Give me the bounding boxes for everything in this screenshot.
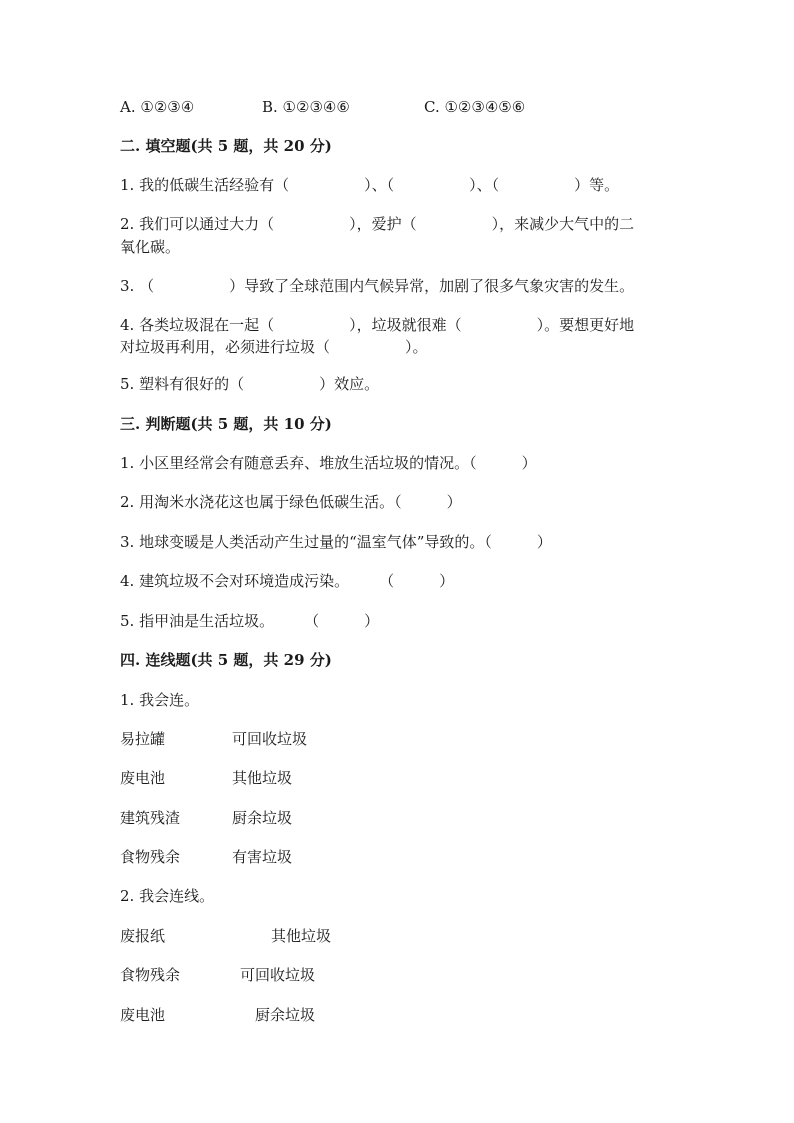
match2-left-item: 废报纸 [120, 927, 166, 945]
section3-q1: 1. 小区里经常会有随意丢弃、堆放生活垃圾的情况。（ ） [120, 454, 537, 472]
match2-right-item: 其他垃圾 [271, 927, 332, 945]
section3-heading: 三. 判断题(共 5 题，共 10 分) [120, 415, 332, 433]
section2-q1: 1. 我的低碳生活经验有（ ）、（ ）、（ ）等。 [120, 176, 620, 194]
match2-left-item: 废电池 [120, 1006, 166, 1024]
section2-q3: 3. （ ）导致了全球范围内气候异常，加剧了很多气象灾害的发生。 [120, 277, 635, 295]
section2-q5: 5. 塑料有很好的（ ）效应。 [120, 375, 380, 393]
choice-c: C. ①②③④⑤⑥ [424, 98, 526, 116]
section2-q4-line1: 4. 各类垃圾混在一起（ ），垃圾就很难（ ）。要想更好地 [120, 316, 635, 334]
match1-right-item: 可回收垃圾 [232, 730, 308, 748]
match1-right-item: 厨余垃圾 [232, 809, 293, 827]
match1-left-item: 易拉罐 [120, 730, 166, 748]
section4-q2-title: 2. 我会连线。 [120, 887, 215, 905]
section3-q4: 4. 建筑垃圾不会对环境造成污染。 （ ） [120, 572, 455, 590]
section2-q2-line1: 2. 我们可以通过大力（ ），爱护（ ），来减少大气中的二 [120, 215, 635, 233]
match1-left-item: 食物残余 [120, 848, 181, 866]
section3-q3: 3. 地球变暖是人类活动产生过量的“温室气体”导致的。（ ） [120, 533, 552, 551]
section3-q5: 5. 指甲油是生活垃圾。 （ ） [120, 612, 380, 630]
section2-heading: 二. 填空题(共 5 题，共 20 分) [120, 137, 332, 155]
match2-right-item: 厨余垃圾 [255, 1006, 316, 1024]
choice-b: B. ①②③④⑥ [262, 98, 350, 116]
section3-q2: 2. 用淘米水浇花这也属于绿色低碳生活。（ ） [120, 493, 462, 511]
match1-right-item: 有害垃圾 [232, 848, 293, 866]
match2-right-item: 可回收垃圾 [240, 966, 316, 984]
match1-left-item: 建筑残渣 [120, 809, 181, 827]
match1-right-item: 其他垃圾 [232, 769, 293, 787]
section4-q1-title: 1. 我会连。 [120, 691, 200, 709]
section2-q4-line2: 对垃圾再利用，必须进行垃圾（ ）。 [120, 338, 428, 356]
match1-left-item: 废电池 [120, 769, 166, 787]
section2-q2-line2: 氧化碳。 [120, 238, 181, 256]
match2-left-item: 食物残余 [120, 966, 181, 984]
section4-heading: 四. 连线题(共 5 题，共 29 分) [120, 651, 332, 669]
choice-a: A. ①②③④ [120, 98, 195, 116]
